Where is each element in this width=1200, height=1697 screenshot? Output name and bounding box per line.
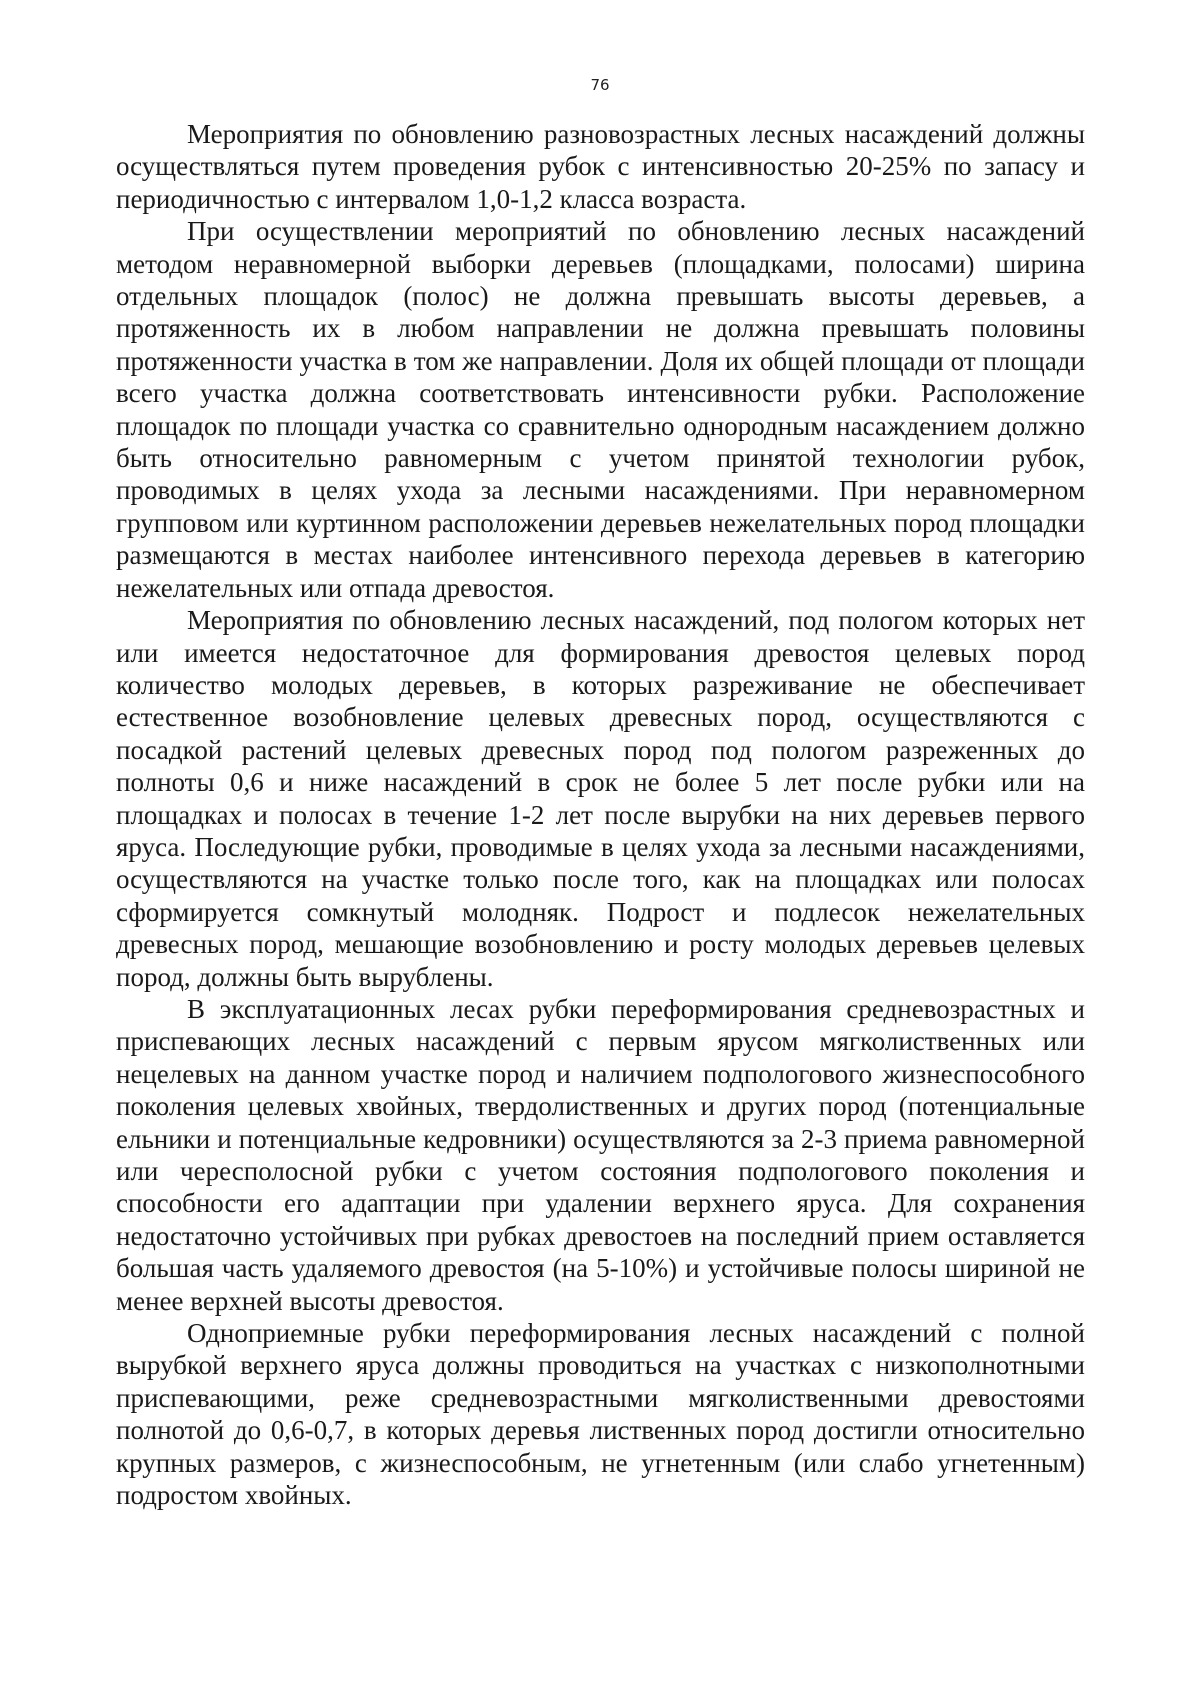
- paragraph-5: Одноприемные рубки переформирования лесных насаждений с полной вырубкой верхнего яруса должны проводиться на участках с низкополнотными приспевающими, реже средневозрастными мягколиственными древостоями полнотой до 0,6-0,7, в которых деревья лиственных пород достигли относительно крупных размеров, с жизнеспособным, не угнетенным (или слабо угнетенным) подростом хвойных.: [116, 1318, 1085, 1511]
- body-text: [116, 118, 1085, 1511]
- page-number: 76: [590, 76, 610, 94]
- paragraph-2: При осуществлении мероприятий по обновлению лесных насаждений методом неравномерной выборки деревьев (площадками, полосами) ширина отдельных площадок (полос) не должна превышать высоты деревьев, а протяженность их в любом направлении не должна превышать половины протяженности участка в том же направлении. Доля их общей площади от площади всего участка должна соответствовать интенсивности рубки. Расположение площадок по площади участка со сравнительно однородным насаждением должно быть относительно равномерным с учетом принятой технологии рубок, проводимых в целях ухода за лесными насаждениями. При неравномерном групповом или куртинном расположении деревьев нежелательных пород площадки размещаются в местах наиболее интенсивного перехода деревьев в категорию нежелательных или отпада древостоя.: [116, 216, 1085, 603]
- paragraph-3: Мероприятия по обновлению лесных насаждений, под пологом которых нет или имеется недостаточное для формирования древостоя целевых пород количество молодых деревьев, в которых разреживание не обеспечивает естественное возобновление целевых древесных пород, осуществляются с посадкой растений целевых древесных пород под пологом разреженных до полноты 0,6 и ниже насаждений в срок не более 5 лет после рубки или на площадках и полосах в течение 1-2 лет после вырубки на них деревьев первого яруса. Последующие рубки, проводимые в целях ухода за лесными насаждениями, осуществляются на участке только после того, как на площадках или полосах сформируется сомкнутый молодняк. Подрост и подлесок нежелательных древесных пород, мешающие возобновлению и росту молодых деревьев целевых пород, должны быть вырублены.: [116, 605, 1085, 992]
- paragraph-4: В эксплуатационных лесах рубки переформирования средневозрастных и приспевающих лесных насаждений с первым ярусом мягколиственных или нецелевых на данном участке пород и наличием подпологового жизнеспособного поколения целевых хвойных, твердолиственных и других пород (потенциальные ельники и потенциальные кедровники) осуществляются за 2-3 приема равномерной или чересполосной рубки с учетом состояния подпологового поколения и способности его адаптации при удалении верхнего яруса. Для сохранения недостаточно устойчивых при рубках древостоев на последний прием оставляется большая часть удаляемого древостоя (на 5-10%) и устойчивые полосы шириной не менее верхней высоты древостоя.: [116, 993, 1085, 1316]
- paragraph-1: Мероприятия по обновлению разновозрастных лесных насаждений должны осуществляться путем проведения рубок с интенсивностью 20-25% по запасу и периодичностью с интервалом 1,0-1,2 класса возраста.: [116, 119, 1085, 214]
